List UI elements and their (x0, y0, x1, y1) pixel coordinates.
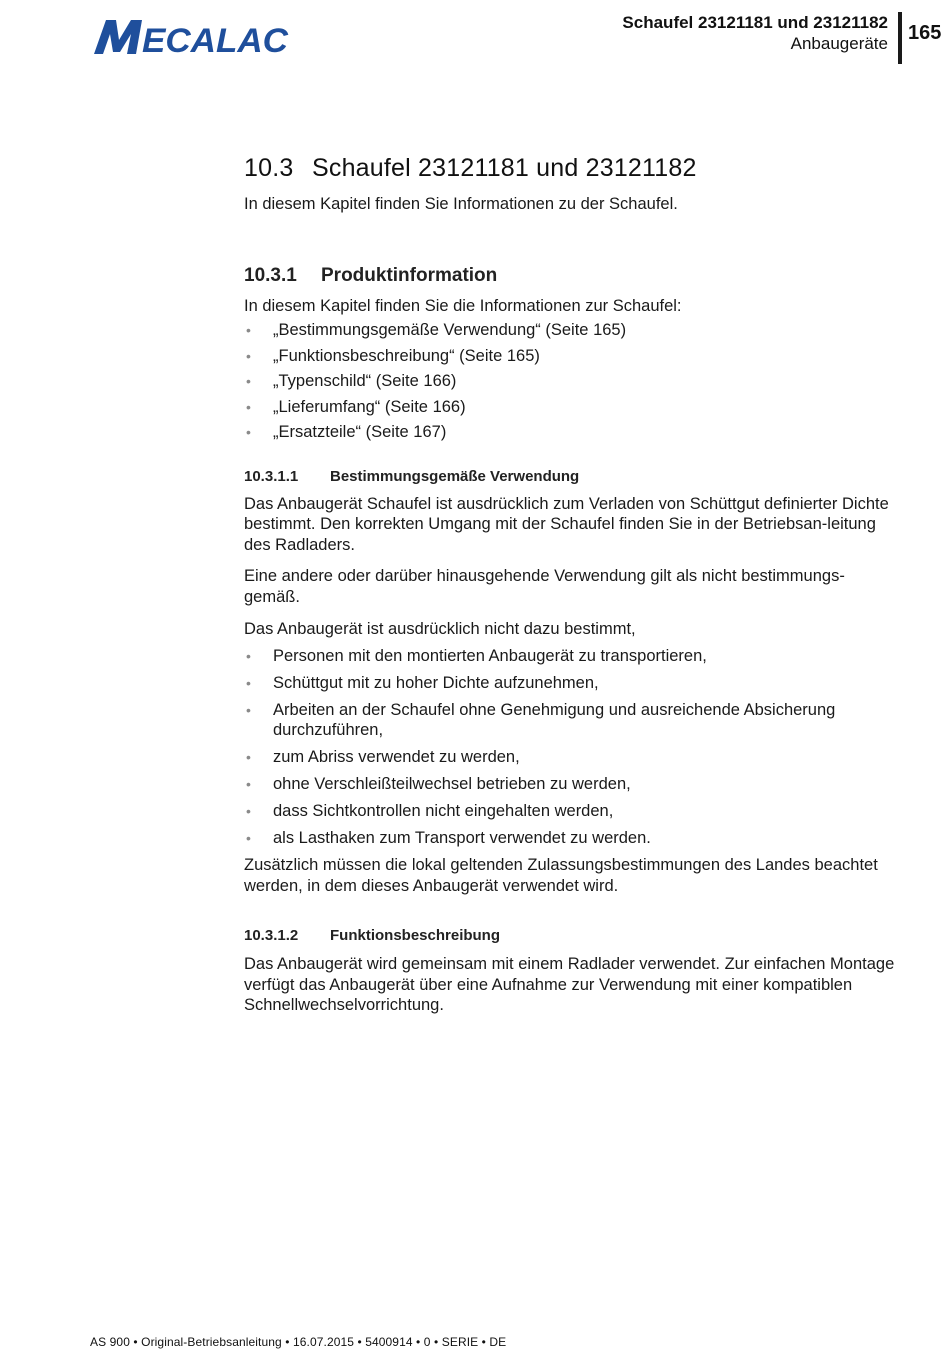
list-item: • ohne Verschleißteilwechsel betrieben zu werden, (246, 775, 631, 793)
toc-item[interactable]: • „Funktionsbeschreibung“ (Seite 165) (246, 346, 540, 365)
toc-item[interactable]: • „Bestimmungsgemäße Verwendung“ (Seite 165) (246, 321, 627, 339)
list-item: • zum Abriss verwendet zu werden, (246, 748, 520, 766)
svg-text:ECALAC: ECALAC (142, 22, 289, 60)
mecalac-logo (92, 14, 292, 60)
header-title-block (622, 13, 888, 54)
subsection-heading (244, 264, 900, 288)
list-item: • als Lasthaken zum Transport verwendet zu werden. (246, 829, 651, 847)
bullet-icon: • (246, 322, 251, 338)
list-item: • Arbeiten an der Schaufel ohne Genehmigung und ausreichende Absicherung durchzuführen, (246, 700, 836, 739)
bullet-icon: • (246, 803, 251, 819)
subsection-title: Produktinformation (321, 264, 498, 286)
bullet-icon: • (246, 830, 251, 846)
list-item: • Personen mit den montierten Anbaugerät zu transportieren, (246, 646, 707, 665)
header-subtitle: Anbaugeräte (790, 34, 888, 53)
bullet-icon: • (246, 776, 251, 792)
bullet-icon: • (246, 347, 251, 364)
toc-list (244, 320, 900, 443)
function-heading (244, 926, 900, 946)
section-number: 10.3 (244, 154, 294, 182)
footer: AS 900 • Original-Betriebsanleitung • 16.07.2015 • 5400914 • 0 • SERIE • DE (90, 1335, 507, 1349)
toc-item[interactable]: • „Ersatzteile“ (Seite 167) (246, 423, 447, 441)
usage-paragraph-4: Zusätzlich müssen die lokal geltenden Zulassungsbestimmungen des Landes beachtet werden, in dem dieses Anbaugerät verwendet wird. (244, 856, 878, 895)
header-title: Schaufel 23121181 und 23121182 (622, 13, 888, 32)
usage-paragraph-2: Eine andere oder darüber hinausgehende Verwendung gilt als nicht bestimmungs-gemäß. (244, 567, 845, 606)
main-content (244, 152, 900, 1016)
page-number: 165 (908, 22, 942, 44)
bullet-icon: • (246, 674, 251, 691)
list-item: • dass Sichtkontrollen nicht eingehalten werden, (246, 802, 614, 820)
usage-paragraph-3: Das Anbaugerät ist ausdrücklich nicht dazu bestimmt, (244, 620, 636, 638)
toc-item[interactable]: • „Lieferumfang“ (Seite 166) (246, 397, 466, 416)
function-paragraph: Das Anbaugerät wird gemeinsam mit einem Radlader verwendet. Zur einfachen Montage verfügt das Anbaugerät über eine Aufnahme zur Verwendung mit einer kompatiblen Schnellwechselvorrichtung. (244, 955, 895, 1014)
list-item: • Schüttgut mit zu hoher Dichte aufzunehmen, (246, 673, 599, 692)
bullet-icon: • (246, 398, 251, 415)
subsection-intro: In diesem Kapitel finden Sie die Informationen zur Schaufel: (244, 296, 682, 315)
bullet-icon: • (246, 701, 251, 718)
section-heading (244, 152, 900, 184)
bullet-icon: • (246, 749, 251, 765)
restriction-list (244, 646, 900, 849)
header-divider (898, 12, 902, 64)
usage-paragraph-1: Das Anbaugerät Schaufel ist ausdrücklich zum Verladen von Schüttgut definierter Dichte bestimmt. Den korrekten Umgang mit der Schaufel finden Sie in der Betriebsan-leitung des Radladers. (244, 494, 889, 554)
mecalac-logo-graphic (92, 14, 292, 60)
bullet-icon: • (246, 424, 251, 440)
usage-title: Bestimmungsgemäße Verwendung (330, 467, 580, 485)
usage-heading (244, 467, 900, 487)
bullet-icon: • (246, 647, 251, 664)
subsection-number: 10.3.1 (244, 264, 297, 286)
function-title: Funktionsbeschreibung (330, 927, 501, 944)
function-number: 10.3.1.2 (244, 927, 299, 944)
toc-item[interactable]: • „Typenschild“ (Seite 166) (246, 372, 457, 390)
bullet-icon: • (246, 373, 251, 389)
section-intro: In diesem Kapitel finden Sie Informationen zu der Schaufel. (244, 195, 678, 213)
usage-number: 10.3.1.1 (244, 467, 299, 485)
section-title: Schaufel 23121181 und 23121182 (312, 154, 697, 182)
